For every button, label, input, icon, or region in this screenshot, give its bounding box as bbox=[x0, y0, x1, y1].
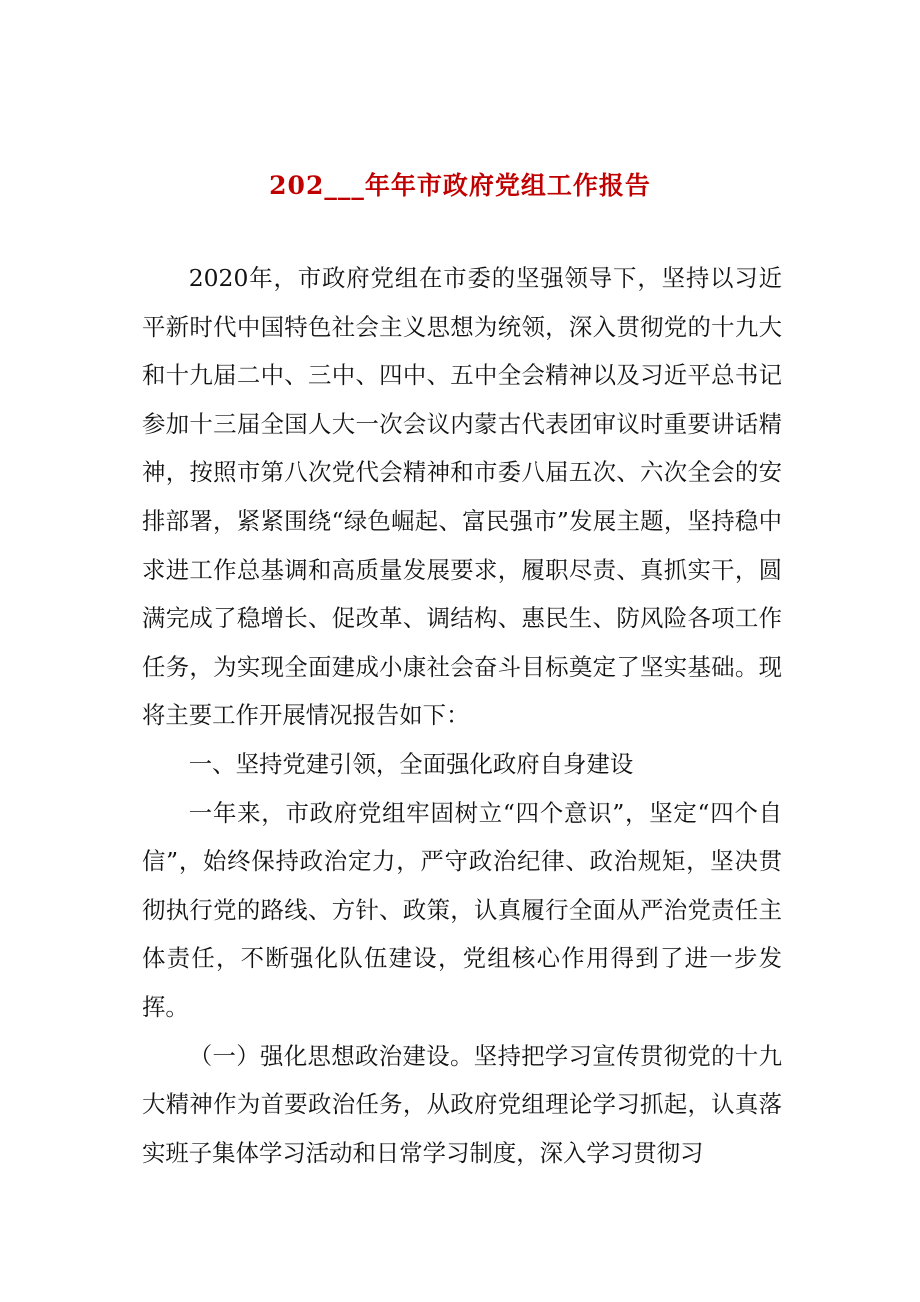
paragraph-intro: 2020年，市政府党组在市委的坚强领导下，坚持以习近平新时代中国特色社会主义思想为统领，深入贯彻党的十九大和十九届二中、三中、四中、五中全会精神以及习近平总书记参加十三届全国人大一次会议内蒙古代表团审议时重要讲话精神，按照市第八次党代会精神和市委八届五次、六次全会的安排部署，紧紧围绕“绿色崛起、富民强市”发展主题，坚持稳中求进工作总基调和高质量发展要求，履职尽责、真抓实干，圆满完成了稳增长、促改革、调结构、惠民生、防风险各项工作任务，为实现全面建成小康社会奋斗目标奠定了坚实基础。现将主要工作开展情况报告如下： bbox=[142, 264, 782, 730]
document-title: 202___年年市政府党组工作报告 bbox=[269, 171, 651, 200]
paragraph-subsection-1: （一）强化思想政治建设。坚持把学习宣传贯彻党的十九大精神作为首要政治任务，从政府党组理论学习抓起，认真落实班子集体学习活动和日常学习制度，深入学习贯彻习 bbox=[142, 1041, 782, 1167]
paragraph-section-1: 一年来，市政府党组牢固树立“四个意识”，坚定“四个自信”，始终保持政治定力，严守政治纪律、政治规矩，坚决贯彻执行党的路线、方针、政策，认真履行全面从严治党责任主体责任，不断强化队伍建设，党组核心作用得到了进一步发挥。 bbox=[142, 798, 782, 1021]
document-body bbox=[142, 254, 782, 1177]
section-heading-1: 一、坚持党建引领，全面强化政府自身建设 bbox=[188, 749, 634, 778]
